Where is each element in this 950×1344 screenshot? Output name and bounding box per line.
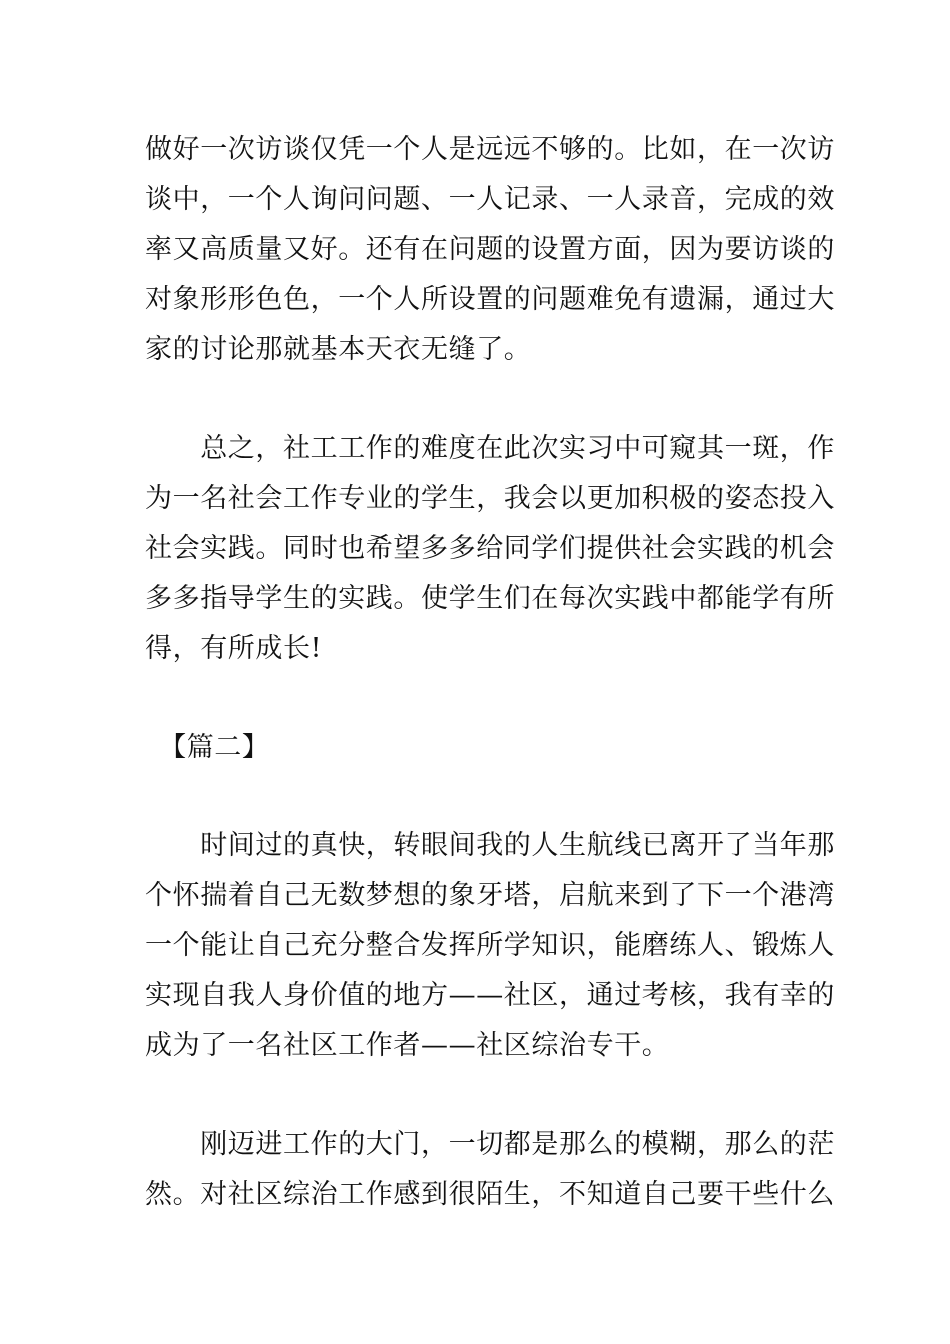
paragraph-1-line-2: 谈中，一个人询问问题、一人记录、一人录音，完成的效	[145, 184, 835, 215]
paragraph-3-line-5: 成为了一名社区工作者——社区综治专干。	[145, 1030, 670, 1061]
paragraph-1-line-4: 对象形形色色，一个人所设置的问题难免有遗漏，通过大	[145, 284, 835, 315]
paragraph-2-line-1: 总之，社工工作的难度在此次实习中可窥其一斑，作	[145, 433, 835, 464]
section-heading: 【篇二】	[145, 732, 270, 763]
paragraph-1-line-1: 做好一次访谈仅凭一个人是远远不够的。比如，在一次访	[145, 134, 835, 165]
paragraph-2-line-5: 得，有所成长!	[145, 633, 323, 664]
paragraph-1-line-3: 率又高质量又好。还有在问题的设置方面，因为要访谈的	[145, 234, 835, 265]
paragraph-3-line-2: 个怀揣着自己无数梦想的象牙塔，启航来到了下一个港湾	[145, 880, 835, 911]
paragraph-3-line-1: 时间过的真快，转眼间我的人生航线已离开了当年那	[145, 830, 835, 861]
paragraph-2-line-4: 多多指导学生的实践。使学生们在每次实践中都能学有所	[145, 583, 835, 614]
paragraph-3-line-4: 实现自我人身价值的地方——社区，通过考核，我有幸的	[145, 980, 835, 1011]
paragraph-4-line-1: 刚迈进工作的大门，一切都是那么的模糊，那么的茫	[145, 1129, 835, 1160]
paragraph-2-line-3: 社会实践。同时也希望多多给同学们提供社会实践的机会	[145, 533, 835, 564]
paragraph-4-line-2: 然。对社区综治工作感到很陌生，不知道自己要干些什么	[145, 1179, 835, 1210]
paragraph-3-line-3: 一个能让自己充分整合发挥所学知识，能磨练人、锻炼人	[145, 930, 835, 961]
paragraph-1-line-5: 家的讨论那就基本天衣无缝了。	[145, 334, 532, 365]
paragraph-2-line-2: 为一名社会工作专业的学生，我会以更加积极的姿态投入	[145, 483, 835, 514]
